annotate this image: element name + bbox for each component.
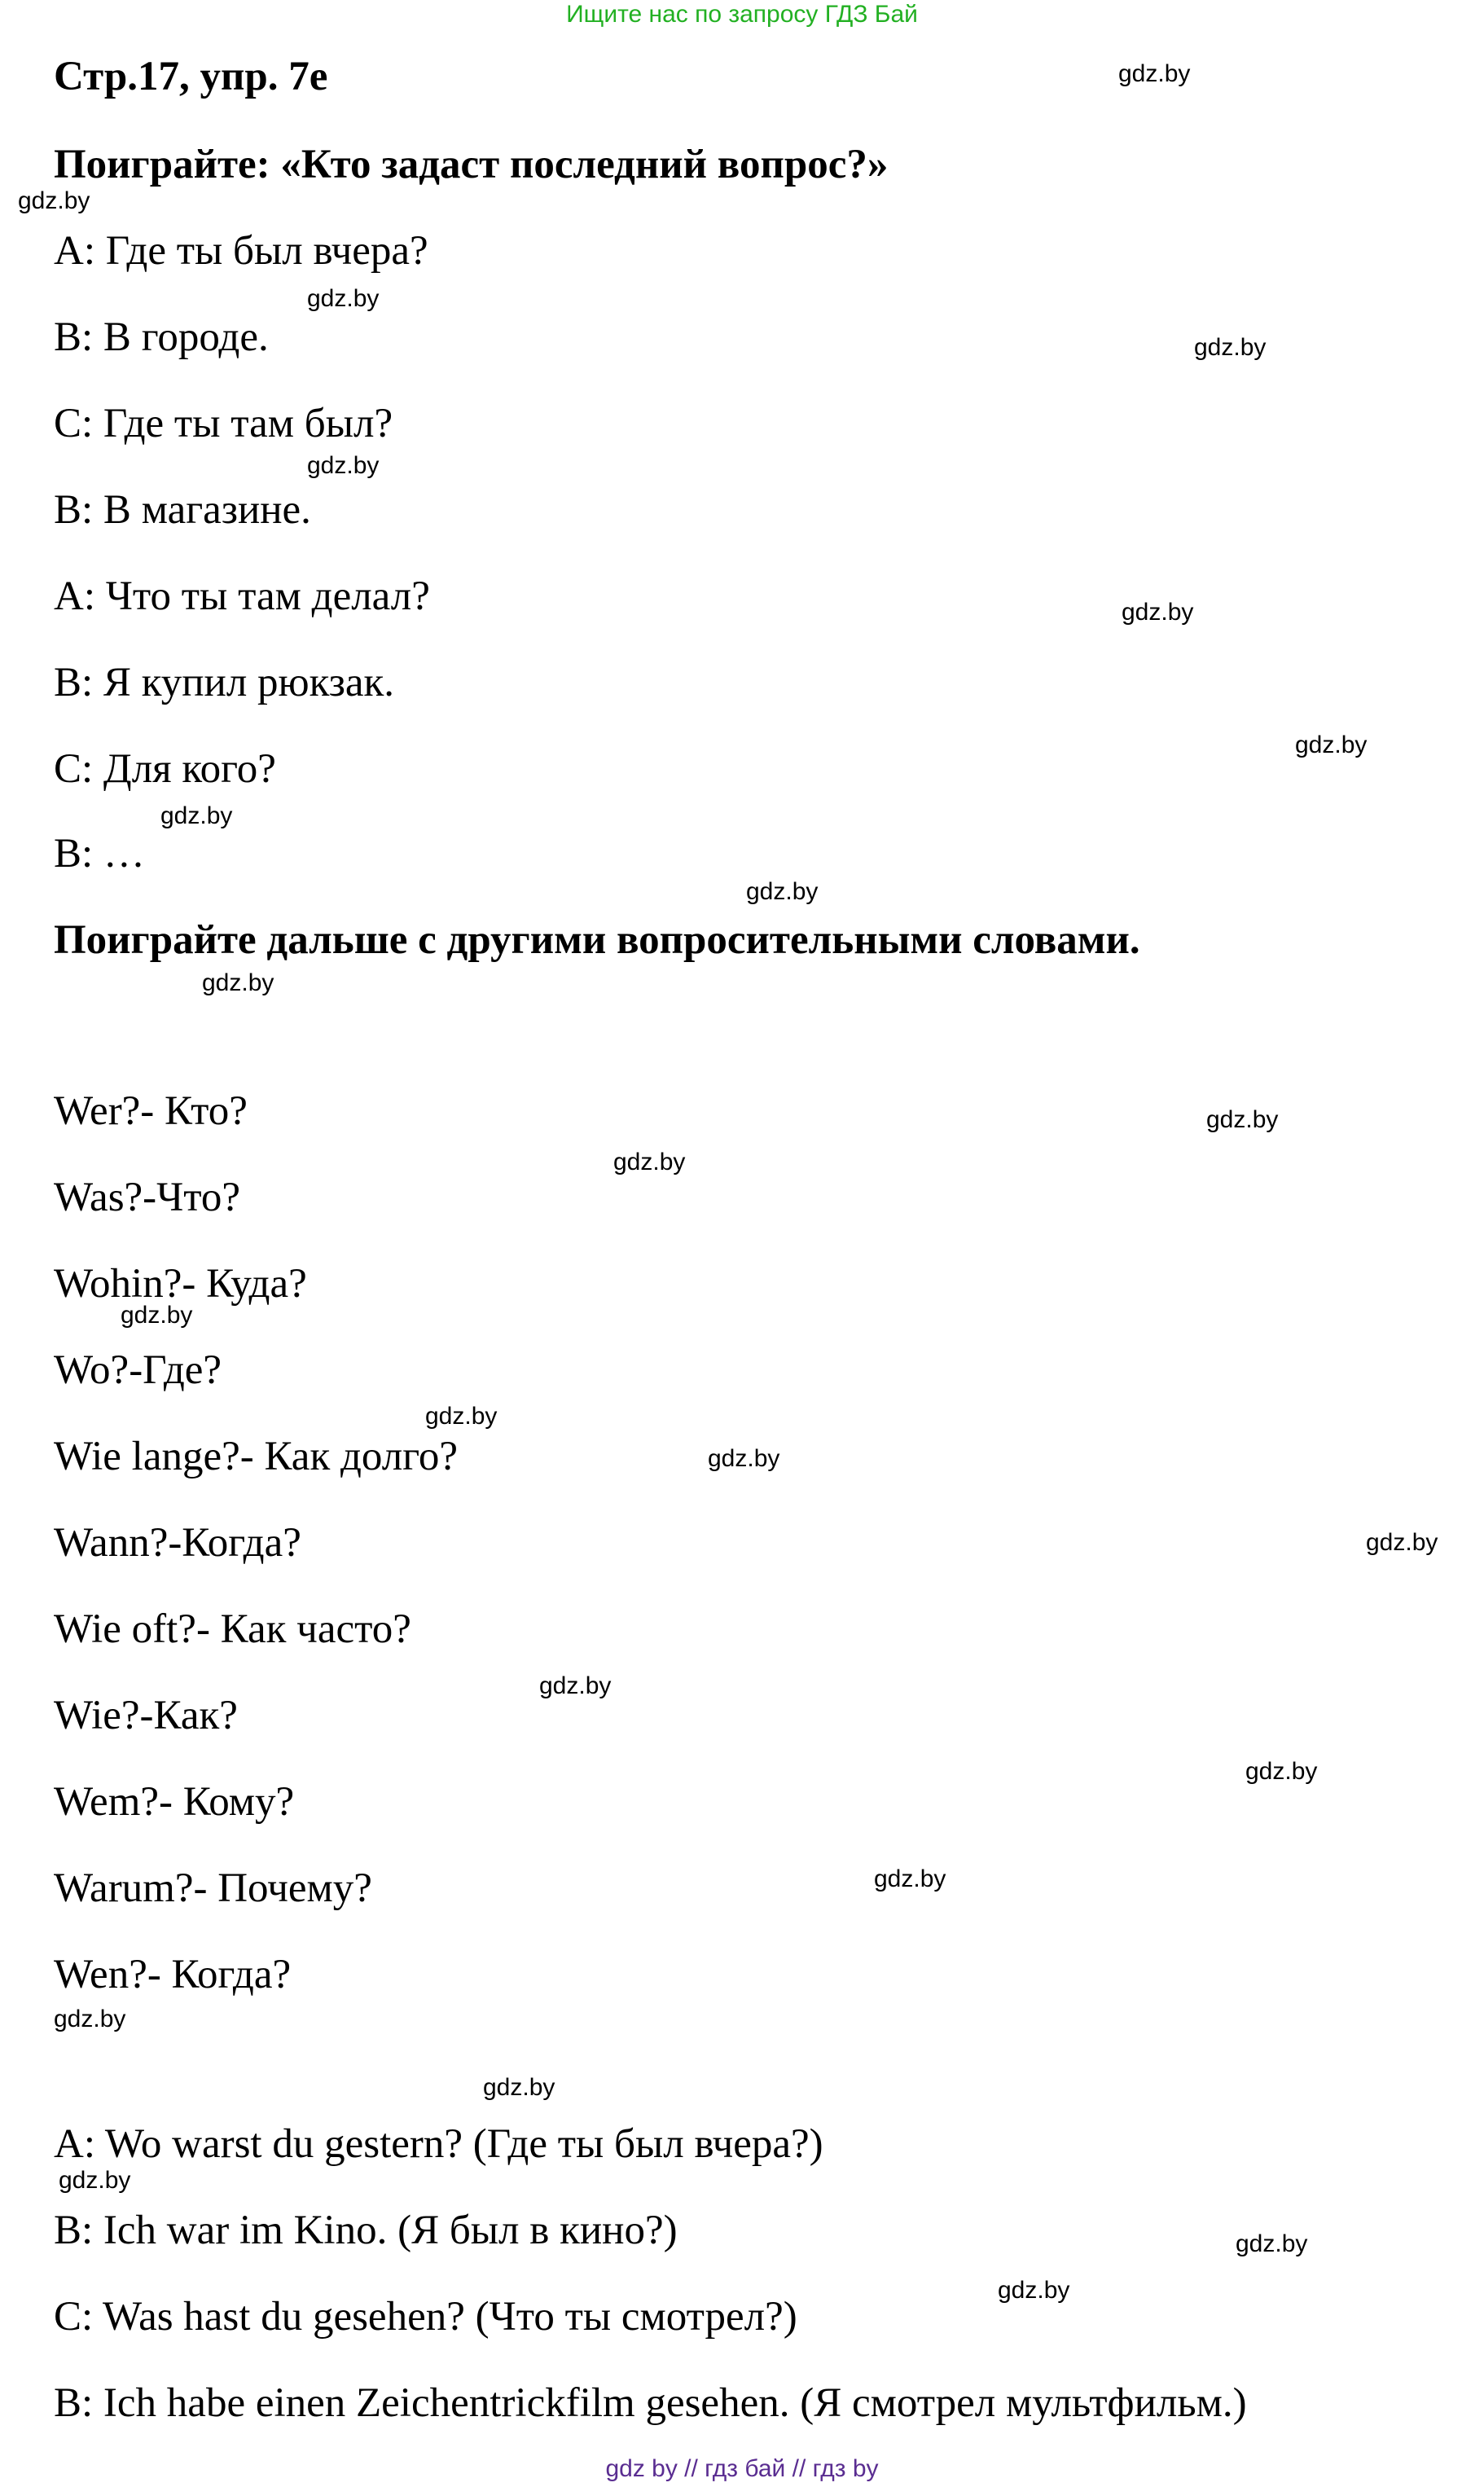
top-banner[interactable]: Ищите нас по запросу ГДЗ Бай [566,1,918,28]
question-word-item: Wie oft?- Как часто? [54,1606,411,1652]
question-word-item: Wer?- Кто? [54,1088,248,1134]
watermark: gdz.by [746,878,819,905]
question-word-item: Warum?- Почему? [54,1865,372,1911]
dialog1-line: С: Где ты там был? [54,401,393,446]
watermark: gdz.by [160,802,233,829]
question-word-item: Wie?-Как? [54,1693,238,1738]
watermark: gdz.by [1245,1758,1318,1785]
watermark: gdz.by [1194,334,1267,361]
watermark: gdz.by [1236,2230,1308,2257]
dialog1-line: В: … [54,831,145,877]
dialog1-line: А: Что ты там делал? [54,573,430,619]
watermark: gdz.by [483,2074,555,2101]
dialog2-line: B: Ich war im Kino. (Я был в кино?) [54,2208,678,2253]
dialog1-line: В: Я купил рюкзак. [54,660,395,705]
watermark: gdz.by [1366,1529,1438,1556]
page-title: Стр.17, упр. 7е [54,54,328,99]
watermark: gdz.by [54,2006,126,2032]
watermark: gdz.by [425,1403,498,1430]
watermark: gdz.by [307,285,380,312]
question-word-item: Wohin?- Куда? [54,1261,307,1307]
question-word-item: Wann?-Когда? [54,1520,301,1566]
dialog2-line: C: Was hast du gesehen? (Что ты смотрел?) [54,2294,797,2340]
question-word-item: Wo?-Где? [54,1347,222,1393]
watermark: gdz.by [998,2277,1070,2304]
dialog1-line: А: Где ты был вчера? [54,228,428,274]
instruction-heading-2: Поиграйте дальше с другими вопросительными словами. [54,917,1140,963]
dialog1-line: В: В городе. [54,314,269,360]
question-word-item: Wen?- Когда? [54,1952,292,1997]
watermark: gdz.by [1295,732,1368,758]
watermark: gdz.by [307,452,380,479]
watermark: gdz.by [613,1149,686,1175]
watermark: gdz.by [121,1302,193,1329]
watermark: gdz.by [1206,1106,1279,1133]
instruction-heading-1: Поиграйте: «Кто задаст последний вопрос?» [54,142,889,187]
watermark: gdz.by [1122,599,1194,626]
watermark: gdz.by [1118,60,1191,87]
watermark: gdz.by [18,187,90,214]
watermark: gdz.by [59,2167,131,2194]
dialog2-line: B: Ich habe einen Zeichentrickfilm gesehen. (Я смотрел мультфильм.) [54,2380,1247,2426]
question-word-item: Was?-Что? [54,1175,241,1220]
watermark: gdz.by [539,1672,612,1699]
dialog1-line: В: В магазине. [54,487,311,533]
footer-links[interactable]: gdz by // гдз бай // гдз by [605,2455,879,2482]
question-word-item: Wie lange?- Как долго? [54,1434,458,1479]
watermark: gdz.by [708,1445,780,1472]
question-word-item: Wem?- Кому? [54,1779,295,1825]
watermark: gdz.by [202,969,274,996]
dialog2-line: A: Wo warst du gestern? (Где ты был вчера?) [54,2121,823,2167]
watermark: gdz.by [874,1865,946,1892]
dialog1-line: С: Для кого? [54,746,276,792]
